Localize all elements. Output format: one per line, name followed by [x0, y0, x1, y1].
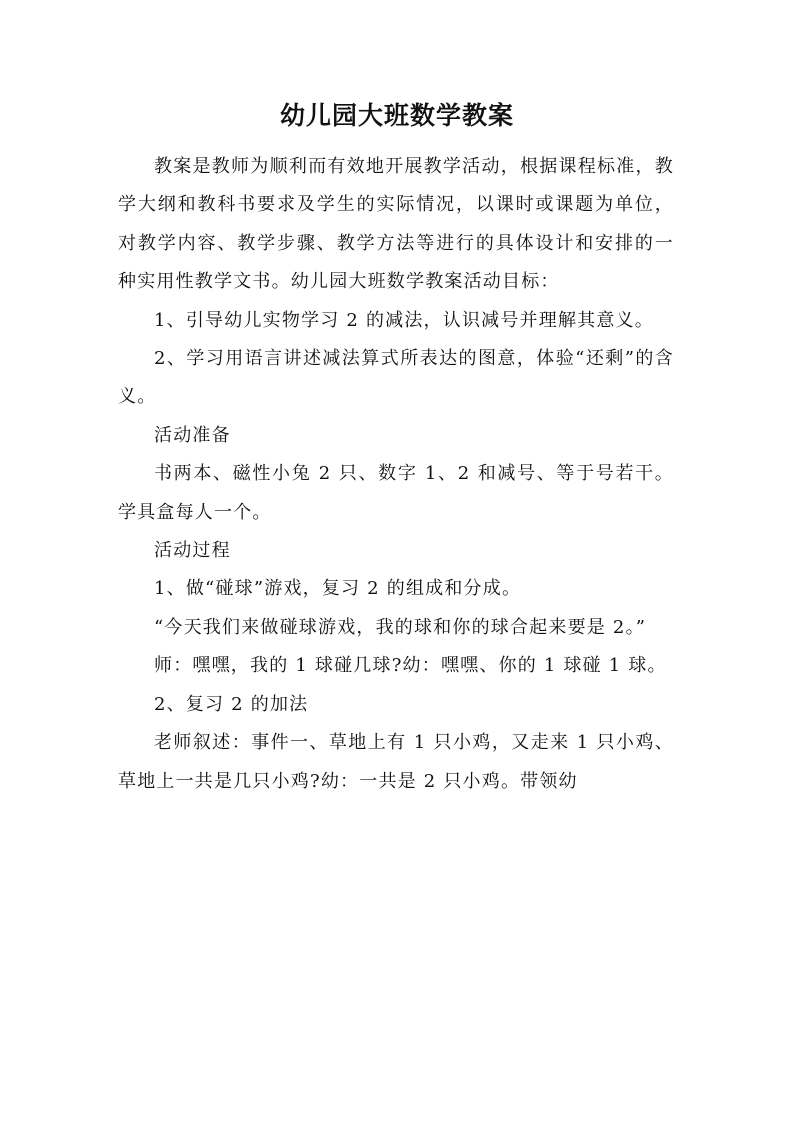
paragraph-process-1: 1、做“碰球”游戏，复习 2 的组成和分成。: [154, 578, 522, 600]
paragraph-dialogue: 师：嘿嘿，我的 1 球碰几球?幼：嘿嘿、你的 1 球碰 1 球。: [154, 655, 667, 677]
paragraph-process-2: 2、复习 2 的加法: [154, 693, 309, 715]
paragraph-preparation: 书两本、磁性小兔 2 只、数字 1、2 和减号、等于号若干。学具盒每人一个。: [118, 463, 674, 523]
document-body: [118, 148, 674, 801]
section-heading-process: 活动过程: [154, 540, 231, 562]
paragraph-goal-2: 2、学习用语言讲述减法算式所表达的图意，体验“还剩”的含义。: [118, 348, 674, 408]
paragraph-intro: 教案是教师为顺利而有效地开展教学活动，根据课程标准，教学大纲和教科书要求及学生的实际情况，以课时或课题为单位，对教学内容、教学步骤、教学方法等进行的具体设计和安排的一种实用性教学文书。幼儿园大班数学教案活动目标：: [118, 156, 674, 293]
section-heading-preparation: 活动准备: [154, 424, 231, 446]
paragraph-narration: 老师叙述：事件一、草地上有 1 只小鸡，又走来 1 只小鸡、草地上一共是几只小鸡?幼：一共是 2 只小鸡。带领幼: [118, 732, 674, 792]
paragraph-quote: “今天我们来做碰球游戏，我的球和你的球合起来要是 2。”: [154, 616, 647, 638]
document-title: 幼儿园大班数学教案: [279, 101, 514, 130]
paragraph-goal-1: 1、引导幼儿实物学习 2 的减法，认识减号并理解其意义。: [154, 309, 654, 331]
